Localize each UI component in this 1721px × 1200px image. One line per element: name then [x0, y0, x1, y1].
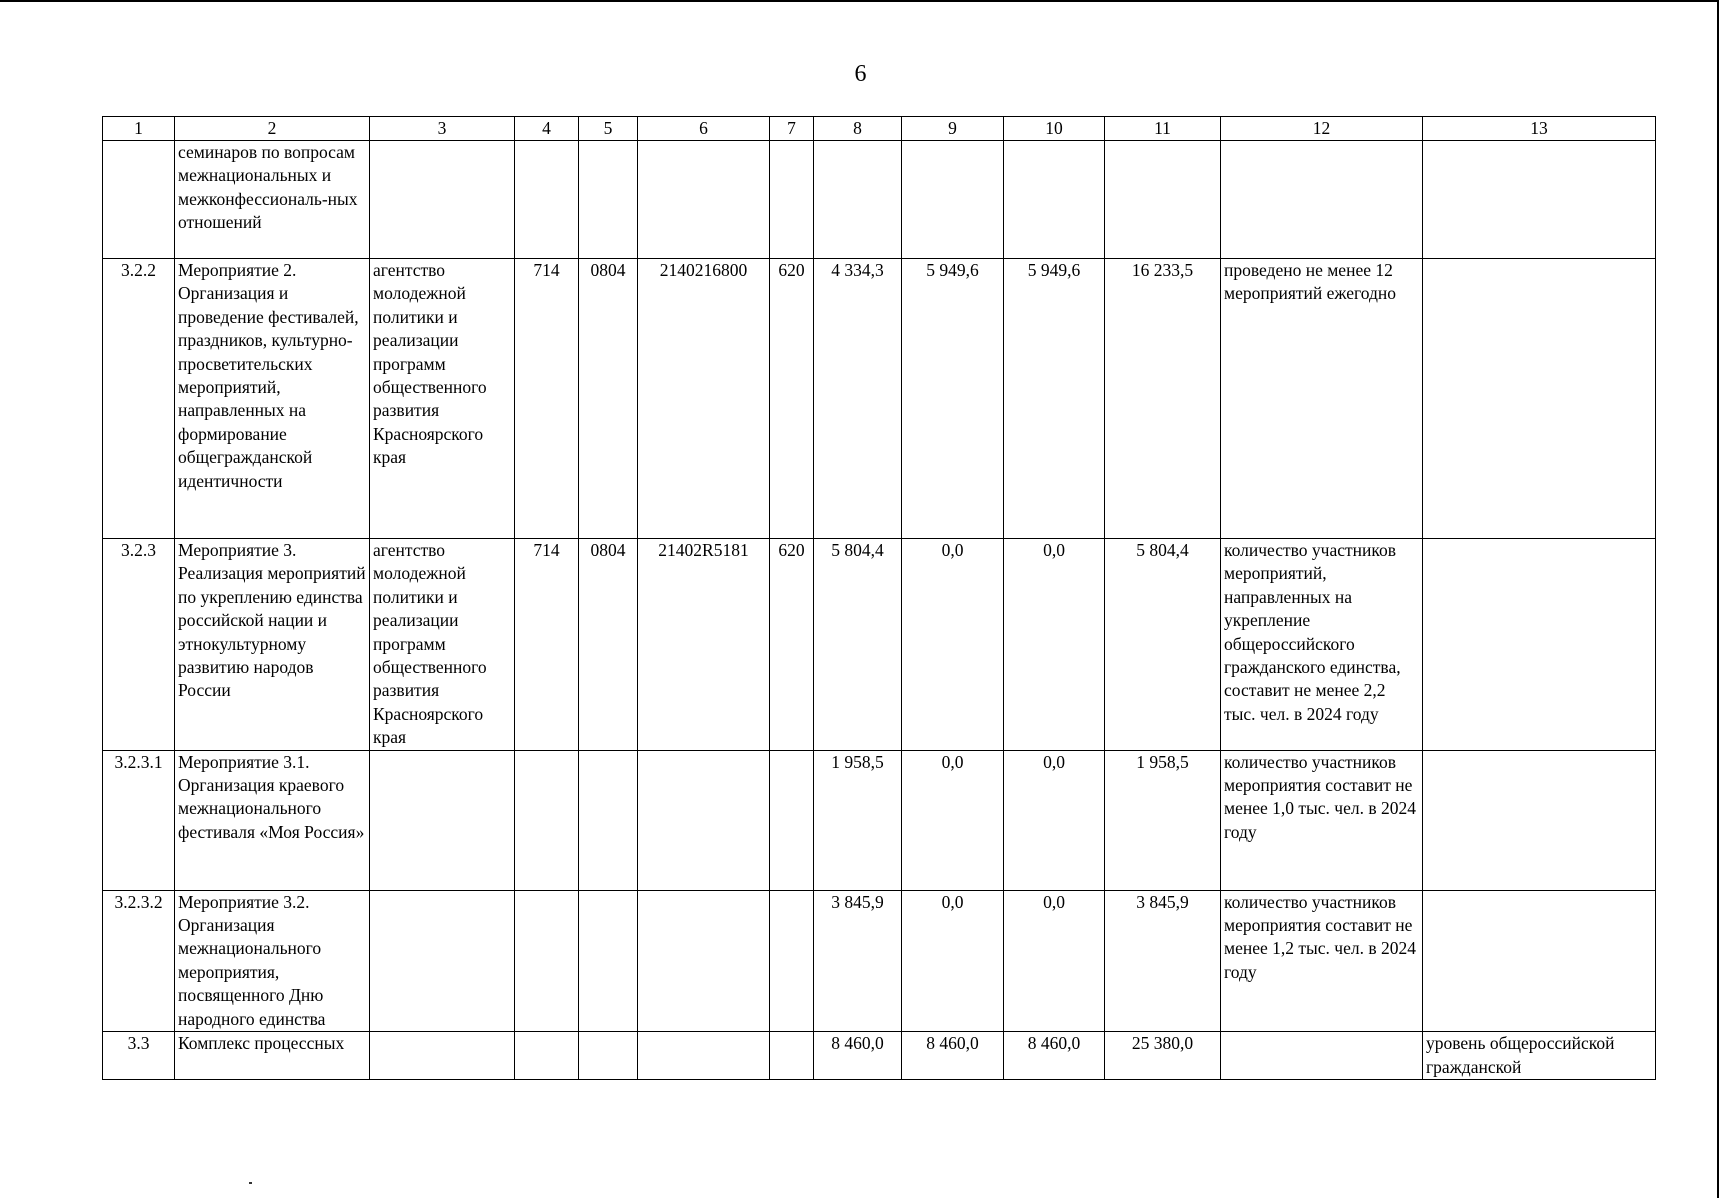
total-amount — [1105, 141, 1221, 259]
expected-result: проведено не менее 12 мероприятий ежегодно — [1221, 259, 1423, 539]
program-activities-table — [102, 116, 1656, 1080]
page-number: 6 — [854, 61, 867, 87]
scan-speck — [249, 1182, 252, 1184]
total-amount: 3 845,9 — [1105, 890, 1221, 1031]
year-3-amount: 8 460,0 — [1004, 1032, 1105, 1080]
row-number: 3.3 — [103, 1032, 175, 1080]
csr-code — [638, 1032, 770, 1080]
indicator — [1423, 141, 1656, 259]
indicator: уровень общероссийской гражданской — [1423, 1032, 1656, 1080]
table-row — [103, 750, 1656, 890]
rzpr-code — [579, 750, 638, 890]
rzpr-code — [579, 1032, 638, 1080]
vr-code: 620 — [770, 259, 814, 539]
indicator — [1423, 539, 1656, 751]
column-number: 1 — [103, 117, 175, 141]
year-3-amount: 0,0 — [1004, 539, 1105, 751]
column-number: 9 — [902, 117, 1004, 141]
executor — [370, 141, 515, 259]
vr-code — [770, 750, 814, 890]
rzpr-code — [579, 141, 638, 259]
year-2-amount: 0,0 — [902, 890, 1004, 1031]
column-number: 6 — [638, 117, 770, 141]
column-number: 3 — [370, 117, 515, 141]
year-2-amount: 0,0 — [902, 750, 1004, 890]
activity-name: Мероприятие 3. Реализация мероприятий по укреплению единства российской нации и этнокультурному развитию народов России — [175, 539, 370, 751]
year-3-amount: 5 949,6 — [1004, 259, 1105, 539]
column-number: 2 — [175, 117, 370, 141]
table-row — [103, 141, 1656, 259]
activity-name: Комплекс процессных — [175, 1032, 370, 1080]
row-number — [103, 141, 175, 259]
grbs-code: 714 — [515, 539, 579, 751]
year-2-amount — [902, 141, 1004, 259]
grbs-code: 714 — [515, 259, 579, 539]
activity-name: семинаров по вопросам межнациональных и межконфессиональ-ных отношений — [175, 141, 370, 259]
rzpr-code — [579, 890, 638, 1031]
column-numbers-row — [103, 117, 1656, 141]
executor: агентство молодежной политики и реализации программ общественного развития Красноярского края — [370, 259, 515, 539]
csr-code: 2140216800 — [638, 259, 770, 539]
vr-code — [770, 890, 814, 1031]
rzpr-code: 0804 — [579, 259, 638, 539]
activity-name: Мероприятие 3.2. Организация межнационального мероприятия, посвященного Дню народного единства — [175, 890, 370, 1031]
csr-code: 21402R5181 — [638, 539, 770, 751]
table-row — [103, 1032, 1656, 1080]
row-number: 3.2.3 — [103, 539, 175, 751]
vr-code — [770, 1032, 814, 1080]
year-3-amount: 0,0 — [1004, 750, 1105, 890]
total-amount: 5 804,4 — [1105, 539, 1221, 751]
column-number: 5 — [579, 117, 638, 141]
column-number: 10 — [1004, 117, 1105, 141]
vr-code: 620 — [770, 539, 814, 751]
year-1-amount: 3 845,9 — [814, 890, 902, 1031]
row-number: 3.2.3.1 — [103, 750, 175, 890]
csr-code — [638, 750, 770, 890]
expected-result — [1221, 141, 1423, 259]
table-row — [103, 259, 1656, 539]
total-amount: 16 233,5 — [1105, 259, 1221, 539]
year-1-amount: 1 958,5 — [814, 750, 902, 890]
activity-name: Мероприятие 3.1. Организация краевого межнационального фестиваля «Моя Россия» — [175, 750, 370, 890]
executor: агентство молодежной политики и реализации программ общественного развития Красноярского края — [370, 539, 515, 751]
year-2-amount: 5 949,6 — [902, 259, 1004, 539]
rzpr-code: 0804 — [579, 539, 638, 751]
year-3-amount: 0,0 — [1004, 890, 1105, 1031]
column-number: 13 — [1423, 117, 1656, 141]
total-amount: 1 958,5 — [1105, 750, 1221, 890]
activity-name: Мероприятие 2. Организация и проведение фестивалей, праздников, культурно-просветительских мероприятий, направленных на формирование общегражданской идентичности — [175, 259, 370, 539]
year-3-amount — [1004, 141, 1105, 259]
column-number: 8 — [814, 117, 902, 141]
indicator — [1423, 259, 1656, 539]
indicator — [1423, 890, 1656, 1031]
table-row — [103, 890, 1656, 1031]
column-number: 11 — [1105, 117, 1221, 141]
executor — [370, 890, 515, 1031]
year-2-amount: 0,0 — [902, 539, 1004, 751]
executor — [370, 750, 515, 890]
column-number: 4 — [515, 117, 579, 141]
column-number: 7 — [770, 117, 814, 141]
year-1-amount: 8 460,0 — [814, 1032, 902, 1080]
expected-result: количество участников мероприятия составит не менее 1,2 тыс. чел. в 2024 году — [1221, 890, 1423, 1031]
expected-result — [1221, 1032, 1423, 1080]
year-1-amount: 5 804,4 — [814, 539, 902, 751]
executor — [370, 1032, 515, 1080]
year-2-amount: 8 460,0 — [902, 1032, 1004, 1080]
grbs-code — [515, 890, 579, 1031]
grbs-code — [515, 141, 579, 259]
total-amount: 25 380,0 — [1105, 1032, 1221, 1080]
csr-code — [638, 890, 770, 1031]
year-1-amount: 4 334,3 — [814, 259, 902, 539]
grbs-code — [515, 750, 579, 890]
row-number: 3.2.2 — [103, 259, 175, 539]
csr-code — [638, 141, 770, 259]
year-1-amount — [814, 141, 902, 259]
expected-result: количество участников мероприятия составит не менее 1,0 тыс. чел. в 2024 году — [1221, 750, 1423, 890]
expected-result: количество участников мероприятий, направленных на укрепление общероссийского гражданского единства, составит не менее 2,2 тыс. чел. в 2024 году — [1221, 539, 1423, 751]
column-number: 12 — [1221, 117, 1423, 141]
vr-code — [770, 141, 814, 259]
grbs-code — [515, 1032, 579, 1080]
indicator — [1423, 750, 1656, 890]
row-number: 3.2.3.2 — [103, 890, 175, 1031]
table-row — [103, 539, 1656, 751]
